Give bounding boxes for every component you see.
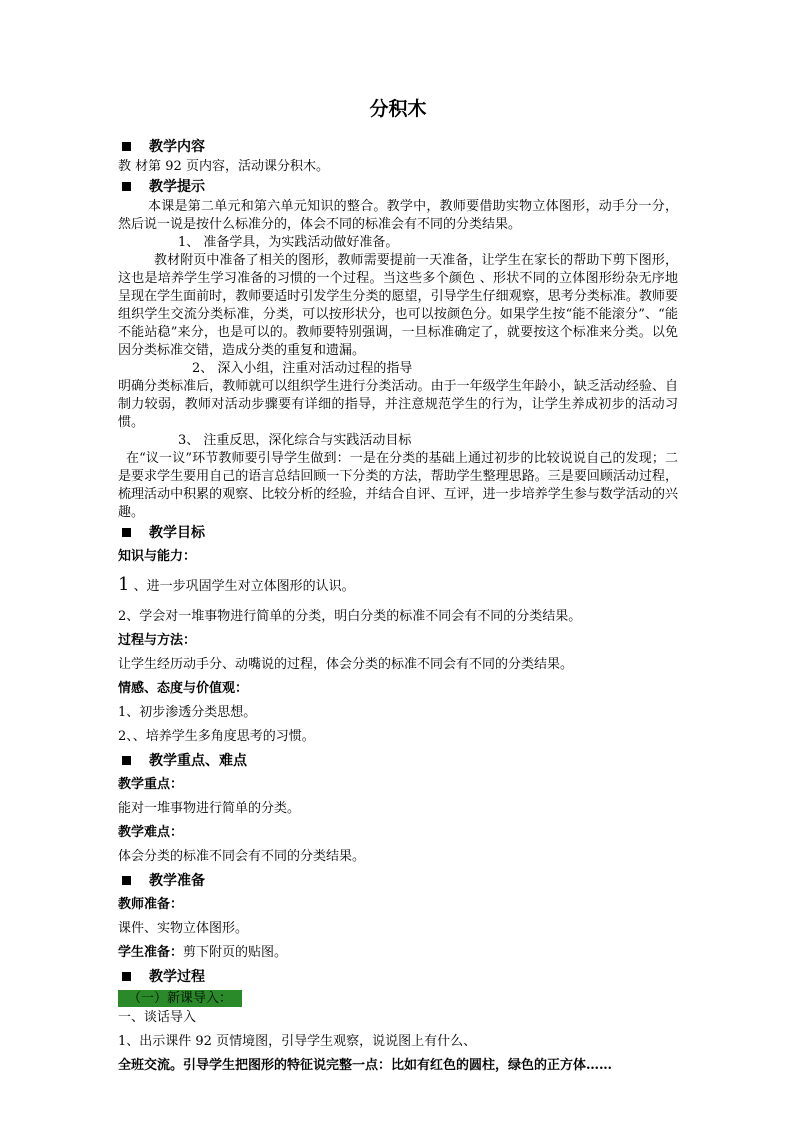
- square-bullet-icon: [122, 528, 131, 537]
- goals-subheading-knowledge: 知识与能力：: [118, 549, 197, 564]
- keypoint-subheading: 教学重点：: [118, 777, 184, 792]
- tips-paragraph-2: 教材附页中准备了相关的图形，教师需要提前一天准备，让学生在家长的帮助下剪下图形，这也是培养学生学习准备的习惯的一个过程。当这些多个颜色 、形状不同的立体图形纷杂无序地呈现在学生面前时，教师要适时引发学生分类的愿望，引导学生仔细观察，思考分类标准。教师要组织学生交流分类标准，分类，可以按形状分，也可以按颜色分。如果学生按“能不能滚分”、“能不能站稳”来分，也是可以的。教师要特别强调，一旦标准确定了，就要按这个标准来分类。以免因分类标准交错，造成分类的重复和遗漏。: [118, 253, 678, 358]
- section-heading-process: [118, 968, 678, 986]
- goal-2: 2、学会对一堆事物进行简单的分类，明白分类的标准不同会有不同的分类结果。: [118, 609, 582, 624]
- student-prep-label: 学生准备：: [118, 945, 184, 960]
- difficulty-text: 体会分类的标准不同会有不同的分类结果。: [118, 849, 366, 864]
- tips-item-1: 1、 准备学具，为实践活动做好准备。: [178, 235, 399, 250]
- process-line-3: 全班交流。引导学生把图形的特征说完整一点：比如有红色的圆柱，绿色的正方体……: [118, 1058, 613, 1073]
- goals-subheading-attitude: 情感、态度与价值观：: [118, 681, 249, 696]
- content-text: 教 材第 92 页内容，活动课分积木。: [118, 159, 329, 174]
- section-heading-preparation: [118, 872, 678, 890]
- teacher-prep-text: 课件、实物立体图形。: [118, 921, 249, 936]
- square-bullet-icon: [122, 182, 131, 191]
- goal-1-text: 、进一步巩固学生对立体图形的认识。: [133, 579, 355, 594]
- square-bullet-icon: [122, 756, 131, 765]
- section-highlight-intro: （一）新课导入：: [118, 990, 242, 1007]
- heading-text: 教学内容: [149, 139, 205, 155]
- goals-subheading-process: 过程与方法：: [118, 633, 197, 648]
- heading-text: 教学过程: [149, 969, 205, 985]
- section-heading-keypoints: [118, 752, 678, 770]
- process-line-2: 1、出示课件 92 页情境图，引导学生观察，说说图上有什么、: [118, 1034, 477, 1049]
- tips-paragraph-4: 在“议一议”环节教师要引导学生做到：一是在分类的基础上通过初步的比较说说自己的发现；二是要求学生要用自己的语言总结回顾一下分类的方法，帮助学生整理思路。三是要回顾活动过程，梳理活动中积累的观察、比较分析的经验，并结合自评、互评，进一步培养学生参与数学活动的兴趣。: [118, 451, 678, 520]
- process-line-1: 一、谈话导入: [118, 1010, 197, 1025]
- tips-paragraph-1: 本课是第二单元和第六单元知识的整合。教学中，教师要借助实物立体图形，动手分一分，然后说一说是按什么标准分的，体会不同的标准会有不同的分类结果。: [118, 199, 678, 232]
- square-bullet-icon: [122, 972, 131, 981]
- heading-text: 教学准备: [149, 873, 205, 889]
- document-body: [118, 96, 678, 1075]
- goal-1: [118, 576, 678, 596]
- heading-text: 教学重点、难点: [149, 753, 247, 769]
- heading-text: 教学目标: [149, 525, 205, 541]
- heading-text: 教学提示: [149, 179, 205, 195]
- section-heading-content: [118, 138, 678, 156]
- student-prep: [118, 944, 678, 962]
- keypoint-text: 能对一堆事物进行简单的分类。: [118, 801, 301, 816]
- goal-1-number: 1: [118, 574, 130, 595]
- student-prep-text: 剪下附页的贴图。: [183, 945, 288, 960]
- page-title: 分积木: [369, 98, 427, 120]
- goal-4: 1、初步渗透分类思想。: [118, 705, 257, 720]
- tips-item-2: 2、 深入小组，注重对活动过程的指导: [192, 361, 413, 376]
- goal-5: 2、、培养学生多角度思考的习惯。: [118, 729, 315, 744]
- tips-item-3: 3、 注重反思，深化综合与实践活动目标: [178, 433, 412, 448]
- tips-paragraph-3: 明确分类标准后，教师就可以组织学生进行分类活动。由于一年级学生年龄小，缺乏活动经验、自制力较弱，教师对活动步骤要有详细的指导，并注意规范学生的行为，让学生养成初步的活动习惯。: [118, 379, 678, 430]
- section-heading-tips: [118, 178, 678, 196]
- goal-3: 让学生经历动手分、动嘴说的过程，体会分类的标准不同会有不同的分类结果。: [118, 657, 574, 672]
- square-bullet-icon: [122, 876, 131, 885]
- teacher-prep-subheading: 教师准备：: [118, 897, 184, 912]
- square-bullet-icon: [122, 142, 131, 151]
- section-heading-goals: [118, 524, 678, 542]
- difficulty-subheading: 教学难点：: [118, 825, 184, 840]
